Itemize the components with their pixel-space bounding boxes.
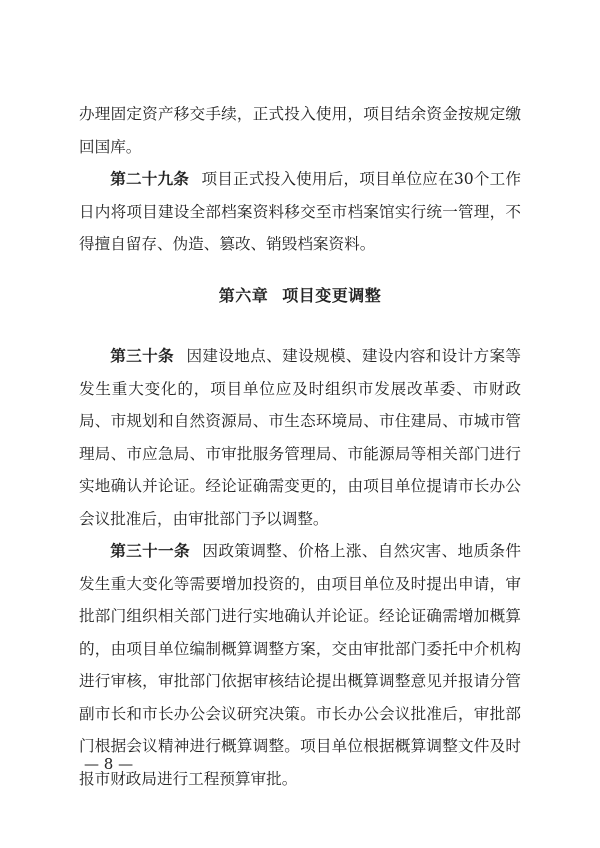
chapter-heading: [79, 280, 521, 312]
article-31-paragraph: [79, 535, 521, 795]
article-30-label: 第三十条: [110, 347, 174, 365]
article-29-label: 第二十九条: [110, 170, 190, 188]
continuation-paragraph: 办理固定资产移交手续，正式投入使用，项目结余资金按规定缴回国库。: [79, 105, 521, 156]
chapter-title: 项目变更调整: [282, 286, 382, 305]
article-31-text: 因政策调整、价格上涨、自然灾害、地质条件发生重大变化等需要增加投资的，由项目单位及时提出申请，审批部门组织相关部门进行实地确认并论证。经论证确需增加概算的，由项目单位编制概算调整方案，交由审批部门委托中介机构进行审核，审批部门依据审核结论提出概算调整意见并报请分管副市长和市长办公会议研究决策。市长办公会议批准后，审批部门根据会议精神进行概算调整。项目单位根据概算调整文件及时报市财政局进行工程预算审批。: [79, 542, 521, 788]
article-30-text: 因建设地点、建设规模、建设内容和设计方案等发生重大变化的，项目单位应及时组织市发展改革委、市财政局、市规划和自然资源局、市生态环境局、市住建局、市城市管理局、市应急局、市审批服务管理局、市能源局等相关部门进行实地确认并论证。经论证确需变更的，由项目单位提请市长办公会议批准后，由审批部门予以调整。: [79, 347, 521, 528]
article-31-label: 第三十一条: [110, 542, 190, 560]
bottom-text-block: [79, 340, 521, 795]
article-29-text: 项目正式投入使用后，项目单位应在30个工作日内将项目建设全部档案资料移交至市档案馆实行统一管理，不得擅自留存、伪造、篡改、销毁档案资料。: [79, 170, 521, 253]
article-30-paragraph: [79, 340, 521, 535]
top-text-block: [79, 98, 521, 261]
chapter-number: 第六章: [218, 286, 269, 305]
page-number: — 8 —: [84, 755, 134, 773]
article-29-paragraph: [79, 163, 521, 261]
